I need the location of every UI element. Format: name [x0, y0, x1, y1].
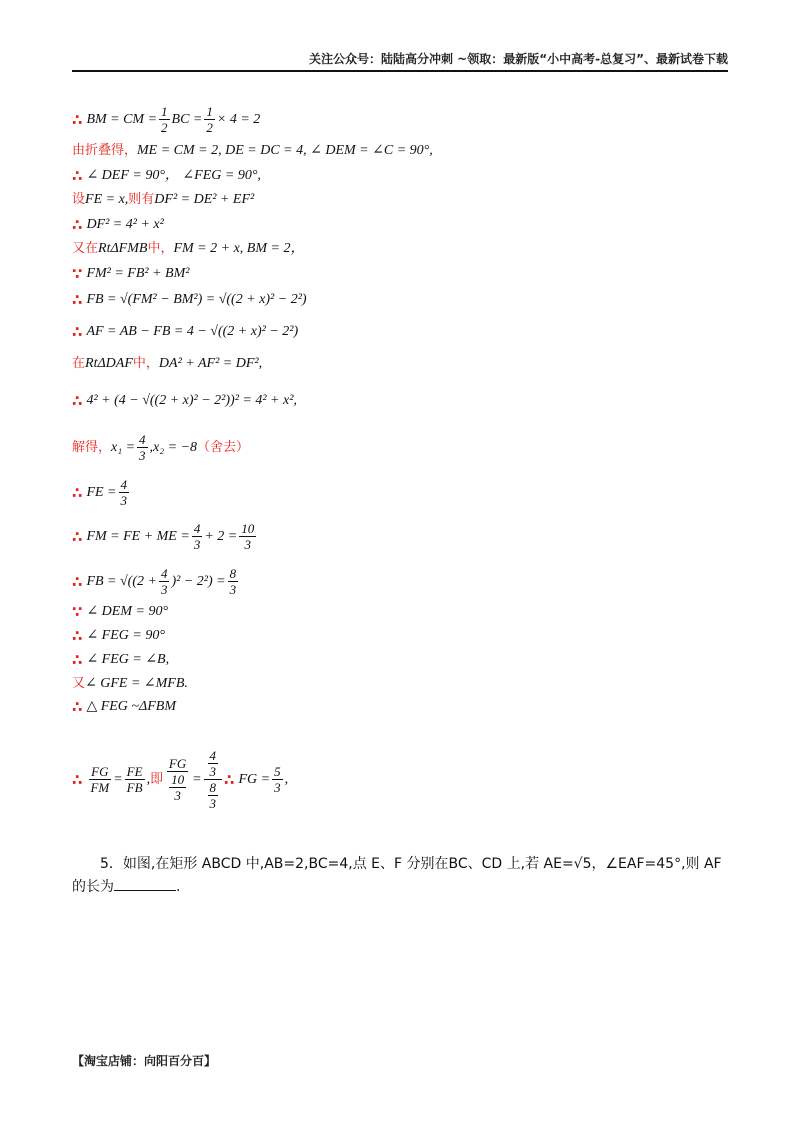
solution-line-12: 解得， x₁ = $\frac{4}{3}$ ,x₂ = −8 （舍去） [72, 432, 250, 463]
therefore-symbol: ∴ [72, 110, 83, 129]
solution-line-13: ∴ FE = $\frac{4}{3}$ [72, 477, 127, 508]
solution-line-4: 设 FE = x, 则有 DF² = DE² + EF² [72, 192, 255, 207]
solution-line-7: ∵ FM² = FB² + BM² [72, 265, 190, 283]
header-rule [72, 70, 728, 72]
solution-line-21: ∴ $\frac{FG}{FM}$ = $\frac{FE}{FB}$ , 即 $\frac{FG}{\frac{10}{3}}$ = $\frac{\frac{4}{3}}{\frac{8}{3}}$ ∴ FG = $\frac{5}{3}$ , [72, 748, 289, 811]
fraction-half: $\frac{1}{2}$ [161, 104, 168, 135]
solution-line-19: 又 ∠ GFE = ∠MFB. [72, 676, 188, 691]
solution-line-8: ∴ FB = √(FM² − BM²) = √((2 + x)² − 2²) [72, 291, 307, 309]
problem-5-answer-line: 的长为 . [72, 876, 180, 897]
answer-blank[interactable] [114, 876, 176, 891]
solution-line-1: ∴ BM = CM = $\frac{1}{2}$ BC = $\frac{1}{2}$ × 4 = 2 [72, 104, 261, 135]
fraction-half: $\frac{1}{2}$ [206, 104, 213, 135]
solution-line-9: ∴ AF = AB − FB = 4 − √((2 + x)² − 2²) [72, 323, 299, 341]
solution-line-11: ∴ 4² + (4 − √((2 + x)² − 2²))² = 4² + x², [72, 392, 297, 410]
solution-line-20: ∴ △ FEG ~ΔFBM [72, 698, 176, 716]
solution-line-5: ∴ DF² = 4² + x² [72, 216, 164, 234]
solution-line-17: ∴ ∠ FEG = 90° [72, 627, 165, 645]
solution-line-6: 又在 RtΔFMB 中， FM = 2 + x, BM = 2， [72, 241, 305, 256]
solution-line-2: 由折叠得， ME = CM = 2, DE = DC = 4, ∠ DEM = ∠C = 90°, [72, 143, 433, 158]
solution-line-3: ∴ ∠ DEF = 90°， ∠FEG = 90°, [72, 167, 261, 185]
problem-5-text: 5．如图,在矩形 ABCD 中,AB=2,BC=4,点 E、F 分别在BC、CD 上,若 AE=√5，∠EAF=45°,则 AF [100, 856, 722, 872]
fraction-four-thirds: $\frac{4}{3}$ [139, 432, 146, 463]
solution-line-14: ∴ FM = FE + ME = $\frac{4}{3}$ + 2 = $\frac{10}{3}$ [72, 521, 255, 552]
page-footer: 【淘宝店铺：向阳百分百】 [72, 1054, 217, 1068]
solution-line-18: ∴ ∠ FEG = ∠B, [72, 651, 170, 669]
because-symbol: ∵ [72, 265, 83, 283]
solution-line-10: 在 RtΔDAF 中， DA² + AF² = DF², [72, 356, 263, 371]
solution-line-16: ∵ ∠ DEM = 90° [72, 603, 169, 621]
page-header: 关注公众号：陆陆高分冲刺 ~领取：最新版“小中高考-总复习”、最新试卷下载 [309, 52, 728, 66]
solution-line-15: ∴ FB = √((2 + $\frac{4}{3}$ )² − 2²) = $\frac{8}{3}$ [72, 566, 237, 597]
